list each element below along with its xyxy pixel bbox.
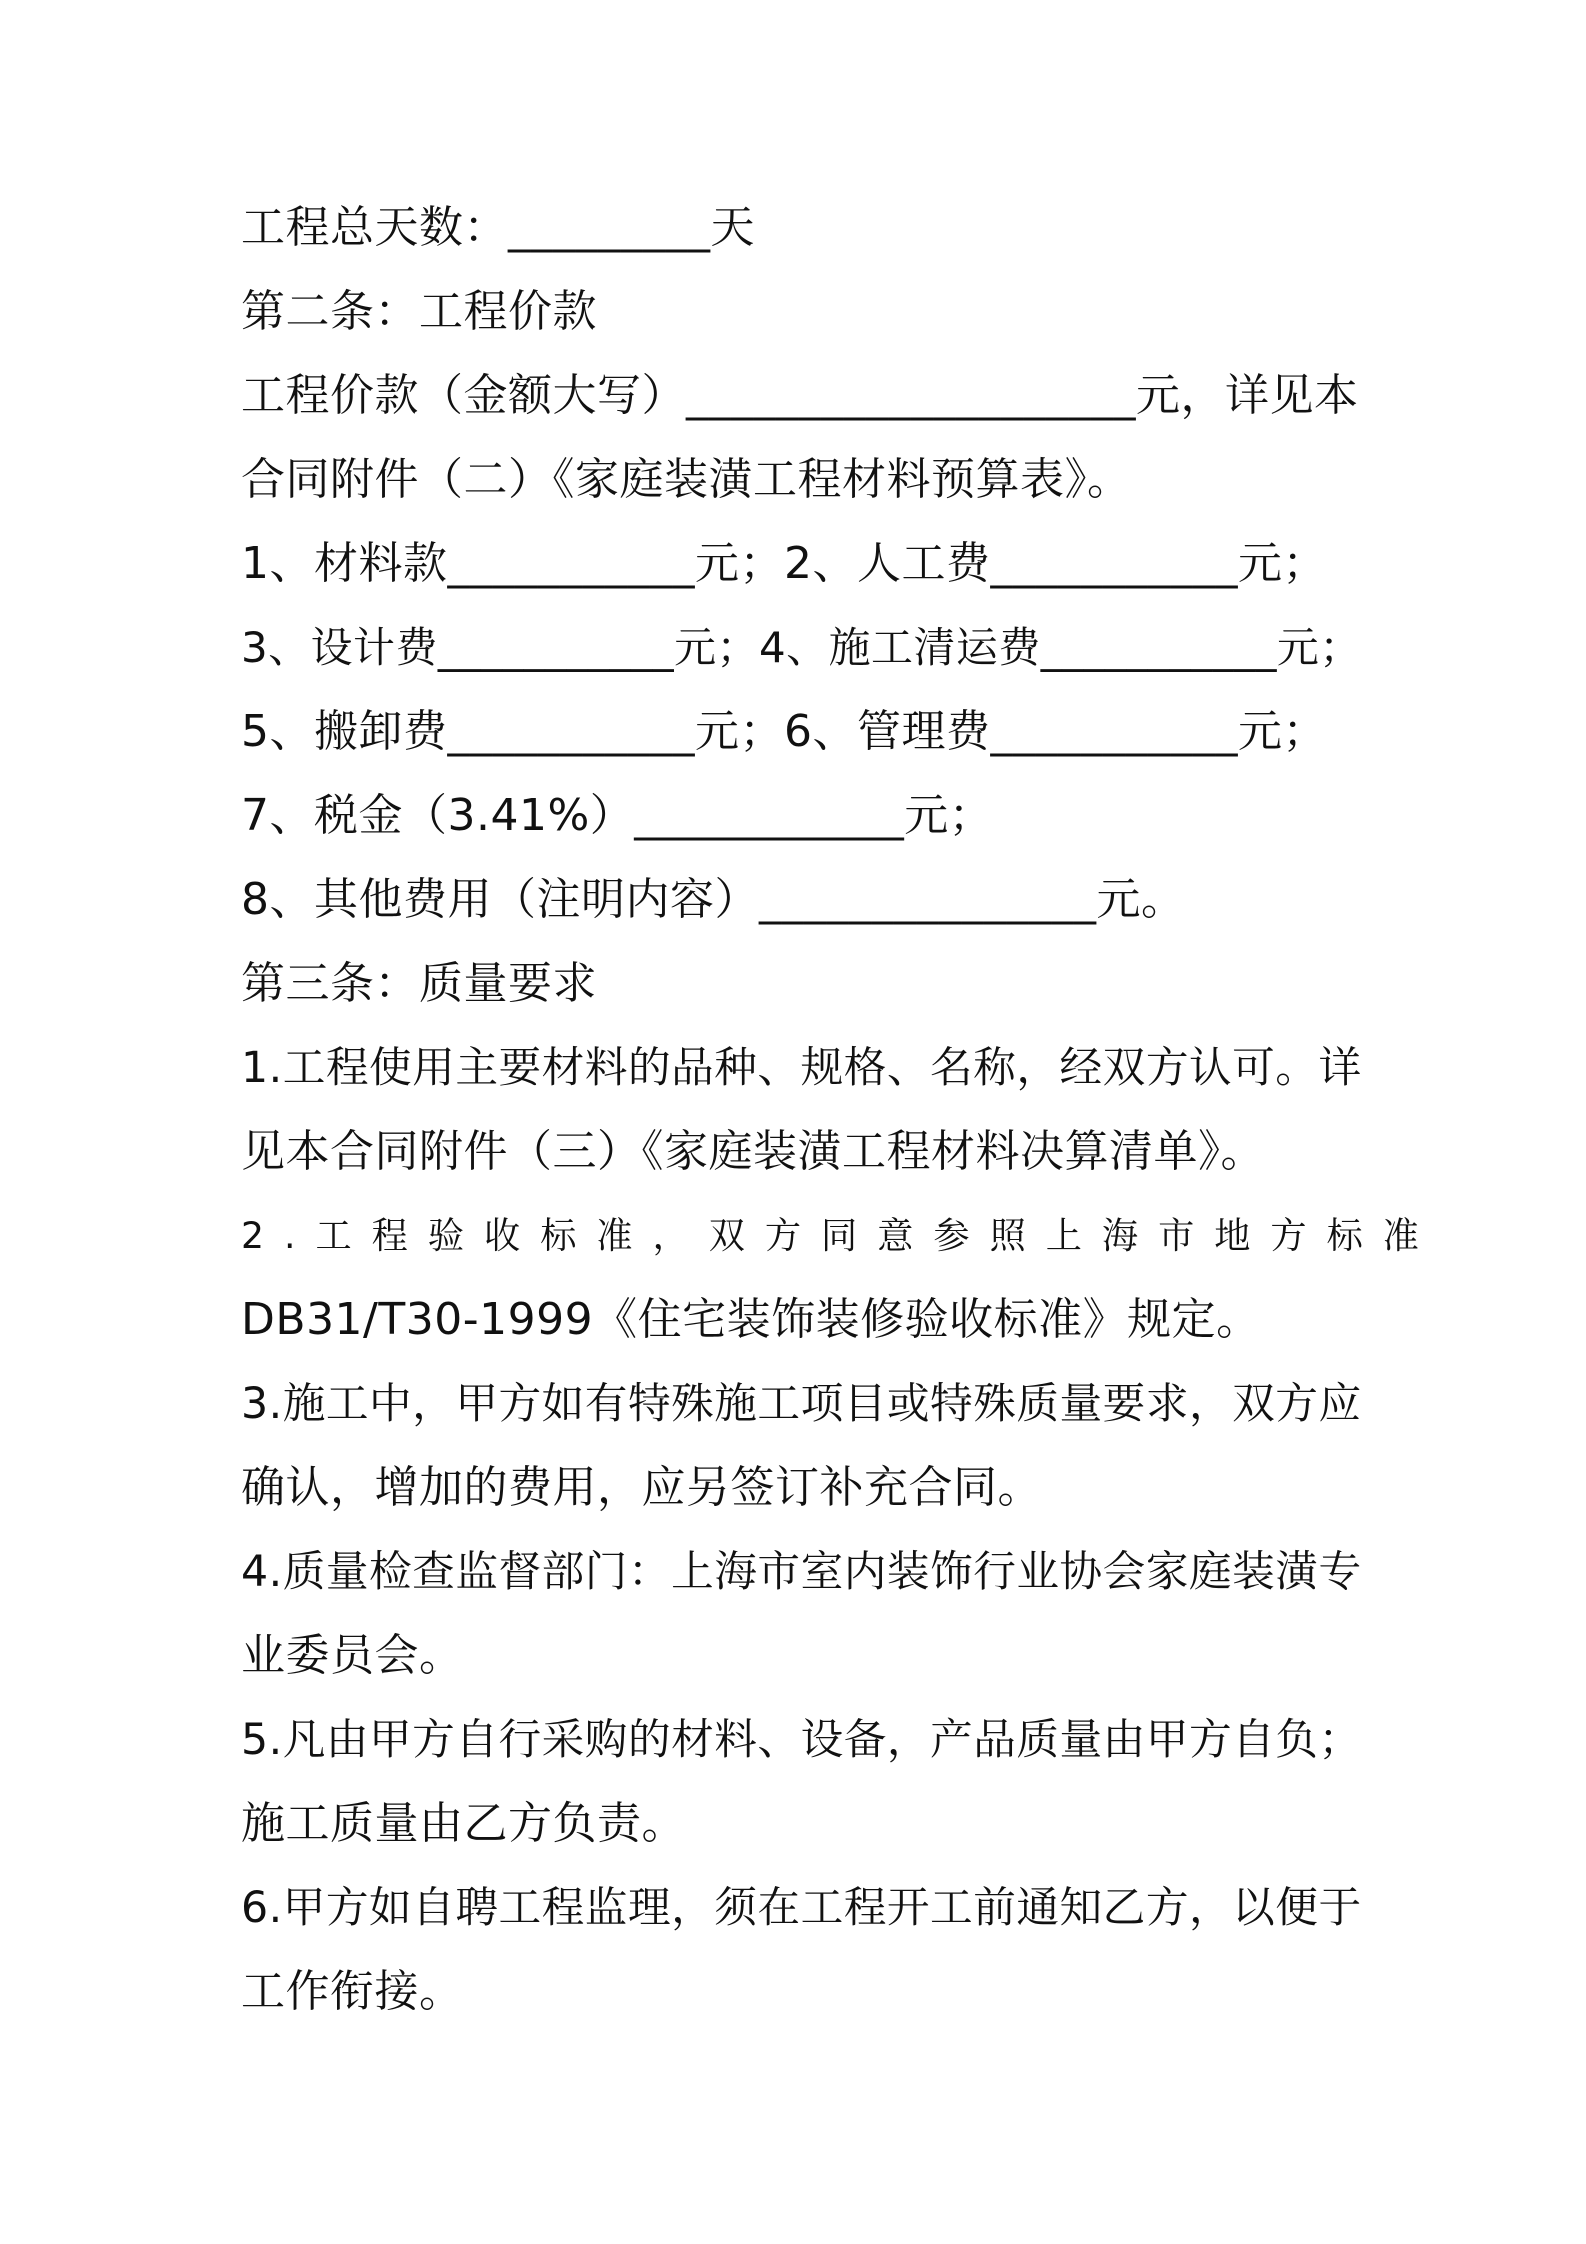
total-days-line: 工程总天数：_________天 xyxy=(241,202,755,253)
quality-item-4-line-1: 4.质量检查监督部门：上海市室内装饰行业协会家庭装潢专 xyxy=(241,1547,1362,1597)
quality-item-6-line-2: 工作衔接。 xyxy=(241,1966,464,2017)
quality-item-3-line-2: 确认，增加的费用，应另签订补充合同。 xyxy=(241,1462,1042,1513)
quality-item-2-line-2: DB31/T30-1999《住宅装饰装修验收标准》规定。 xyxy=(241,1294,1261,1345)
article-three-heading: 第三条：质量要求 xyxy=(241,958,597,1009)
quality-item-4-line-2: 业委员会。 xyxy=(241,1630,464,1681)
quality-item-1-line-1: 1.工程使用主要材料的品种、规格、名称，经双方认可。详 xyxy=(241,1043,1362,1093)
price-annex-line: 合同附件（二）《家庭装潢工程材料预算表》。 xyxy=(241,454,1132,505)
quality-item-1-line-2: 见本合同附件（三）《家庭装潢工程材料决算清单》。 xyxy=(241,1126,1265,1177)
quality-item-3-line-1: 3.施工中，甲方如有特殊施工项目或特殊质量要求，双方应 xyxy=(241,1379,1362,1429)
fee-item-8-other: 8、其他费用（注明内容）_______________元。 xyxy=(241,874,1186,925)
quality-item-5-line-2: 施工质量由乙方负责。 xyxy=(241,1798,686,1849)
quality-item-2-line-1: 2.工程验收标准，双方同意参照上海市地方标准 xyxy=(241,1214,1439,1257)
fee-items-3-4: 3、设计费___________元；4、施工清运费___________元； xyxy=(241,623,1362,672)
quality-item-5-line-1: 5.凡由甲方自行采购的材料、设备，产品质量由甲方自负； xyxy=(241,1715,1362,1765)
fee-items-5-6: 5、搬卸费___________元；6、管理费___________元； xyxy=(241,706,1327,757)
article-two-heading: 第二条：工程价款 xyxy=(241,286,597,337)
fee-item-7-tax: 7、税金（3.41%）____________元； xyxy=(241,790,994,841)
fee-items-1-2: 1、材料款___________元；2、人工费___________元； xyxy=(241,538,1327,589)
price-amount-line: 工程价款（金额大写）____________________元，详见本 xyxy=(241,370,1359,421)
quality-item-6-line-1: 6.甲方如自聘工程监理，须在工程开工前通知乙方，以便于 xyxy=(241,1883,1362,1933)
